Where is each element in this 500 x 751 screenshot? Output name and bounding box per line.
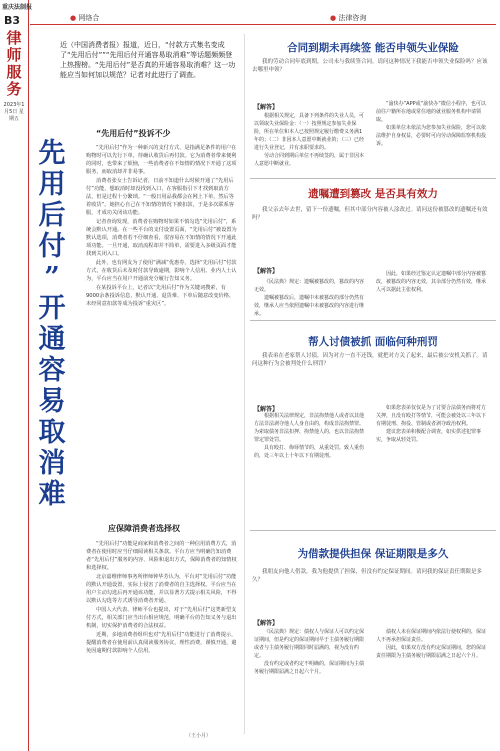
left-section2-body	[86, 540, 238, 656]
q2-label: 【解答】	[254, 268, 279, 275]
paragraph: 劳动合同到期后单位不再续签的，属于非因本人意愿中断就业。	[254, 153, 365, 167]
q4-lead: 我朋友向他人借款，我为他提供了担保，但没有约定保证期间。请问我的保证责任期限是多久？	[252, 569, 483, 583]
paragraph: 根据相关法律规定，非法拘禁他人或者以其他方法非法剥夺他人人身自由的，构成非法拘禁罪。为索取债务非法扣押、拘禁他人的，也以非法拘禁罪定罪处罚。	[254, 413, 365, 443]
paragraph: 如果单位未依法为您参加失业保险，您可以依法维护自身权益，必要时可向劳动保障监察机构投诉。	[376, 125, 487, 147]
headline-char: 容	[38, 355, 66, 386]
q1-answer-col1	[254, 112, 366, 168]
q2-lead: 我父亲去年去世，留下一份遗嘱，但其中部分内容被人涂改过。请问这份被篡改的遗嘱还有效吗？	[252, 207, 488, 221]
q3-label: 【解答】	[254, 406, 279, 413]
q3-answer-col1	[254, 412, 366, 460]
headline-vertical	[36, 138, 68, 510]
headline-char: 用	[38, 169, 66, 200]
headline-char: 付	[38, 231, 66, 262]
paragraph: 根据相关规定，具备下列条件的失业人员，可以领取失业保险金：（一）按照规定参加失业保险，所在单位和本人已按照规定履行缴费义务满1年的；（二）非因本人意愿中断就业的；（三）已经进行失业登记，并有求职要求的。	[254, 113, 365, 151]
headline-char: 取	[38, 417, 66, 448]
paragraph: “渝快办”APP或“渝快办”微信小程序，也可以前往户籍所在地或常住地的就业服务机构申请领取。	[376, 101, 486, 123]
paragraph: 此外，也有网友为了使用“满减”优惠券，选择“先用后付”付款方式，在收货后未及时付款导致逾期，影响个人信用。业内人士认为，平台应当在用户开通前充分履行告知义务。	[86, 260, 237, 282]
page-number: B3	[4, 14, 21, 27]
paragraph: 《民法典》规定：债权人与保证人可以约定保证期间，但是约定的保证期间早于主债务履行期限或者与主债务履行期限同时届满的，视为没有约定。	[254, 629, 365, 659]
headline-char: 通	[38, 324, 66, 355]
left-section2-title: 应保障消费者选择权	[108, 524, 180, 533]
headline-char: 后	[38, 200, 66, 231]
headline-char: 消	[38, 448, 66, 479]
q4-title: 为借款提供担保 保证期限是多久	[297, 548, 449, 560]
q1-label: 【解答】	[254, 104, 279, 111]
paragraph: 北京嘉维律师事务所律师钟华芳认为，平台对“先用后付”功能的默认开通设置，实际上侵害了消费者的自主选择权。平台应当在用户主动勾选后再开通该功能，并以显著方式提示相关风险，不得以默认勾选等方式诱导消费者开通。	[86, 574, 237, 604]
paragraph: 消费者张女士告诉记者，日前不知道什么时候开通了“先用后付”功能，想取消时却没找到入口，在客服指引下才找到取消方法，但是过程十分繁琐。“一般日用品我都会在网上下单，然后等着收货”。她担心自己在不知情的情况下被扣款，于是多次联系客服，才成功关闭该功能。	[86, 178, 234, 216]
paragraph: 遗嘱被篡改后，遗嘱中未被篡改的部分仍然有效，继承人应当依照遗嘱中未被篡改的内容进行继承。	[254, 295, 365, 317]
author-signature: （王小月）	[186, 733, 212, 739]
top-rule	[30, 24, 496, 25]
q2-answer-col1	[254, 278, 366, 318]
q4-answer-col2	[376, 628, 490, 660]
q2-answer-col2	[376, 270, 490, 294]
paragraph: 《民法典》规定：遗嘱被篡改的，篡改的内容无效。	[254, 279, 365, 293]
paragraph: “先用后付”功能是商家和消费者之间的一种信用消费方式，消费者在使用时应当仔细阅读相关条款。平台方应当明确告知消费者“先用后付”服务的内容、风险和退出方式，保障消费者的知情权和选择权。	[86, 541, 237, 571]
q4-answer-col1	[254, 628, 366, 676]
publication-date: 2023年1月5日 星期五	[3, 102, 25, 122]
column-divider	[244, 34, 245, 734]
q1-title: 合同到期未再续签 能否申领失业保险	[287, 42, 459, 54]
paragraph: “先用后付”作为一种新兴的支付方式，是指满足条件的用户在购物时可以先行下单，待确认收货后再付款。它为消费者带来便利的同时，也带来了烦恼，一些消费者在不知情的情况下开通了这项服务，而取消却并非易事。	[86, 145, 237, 175]
q1-lead: 我的劳动合同年底到期，公司未与我续签合同。请问这种情况下我能否申领失业保险吗？应该去哪里申领？	[252, 59, 488, 73]
headline-char: 难	[38, 479, 66, 510]
paragraph: 中国人大代表、律师平台也提出，对于“先用后付”这类新型支付方式，相关部门应当出台相应规范，明确平台的告知义务与退出机制，切实保护消费者的合法权益。	[86, 607, 237, 629]
q3-answer-col2	[376, 404, 490, 444]
headline-char: 易	[38, 386, 66, 417]
section-label-right: ● 法律咨询	[330, 14, 367, 22]
q2-title: 遗嘱遭到篡改 是否具有效力	[308, 188, 438, 200]
left-section1-body	[86, 144, 238, 309]
article-intro: 近（中国消费者报）报道，近日，“付款方式集名变成了“先用后付””“先用后付开通容易取消难”等话题频频登上热搜榜。“先用后付”是否真的开通容易取消难？这一功能应当如何加以规范？记者对此进行了调查。	[60, 41, 236, 79]
headline-char: ”	[44, 262, 60, 293]
paragraph: 因此，如果双方没有约定保证期间，您的保证责任期限为主债务履行期限届满之日起六个月。	[376, 645, 487, 659]
paragraph: 近期，多地消费者组织也对“先用后付”功能进行了消费提示，提醒消费者在使用前认真阅读服务协议，理性消费，谨慎开通，避免因逾期付款影响个人信用。	[86, 632, 237, 654]
divider-line	[250, 320, 496, 321]
left-section1-title: “先用后付”投诉不少	[96, 129, 171, 138]
q4-label: 【解答】	[254, 620, 279, 627]
q3-lead: 我表弟在老家帮人讨债，因为对方一直不还钱，就把对方关了起来，最后被公安机关抓了。请问这种行为会被判处什么刑罚？	[252, 353, 488, 367]
divider-line	[250, 178, 496, 179]
paragraph: 因此，如果经过鉴定认定遗嘱中部分内容被篡改，被篡改的内容无效，其余部分仍然有效，继承人可以据此主张权利。	[376, 271, 487, 293]
paper-name: 重庆法制报	[2, 4, 33, 11]
paragraph: 具有殴打、侮辱情节的，从重处罚。致人重伤的，处三年以上十年以下有期徒刑。	[254, 445, 365, 459]
paragraph: 如果您表弟仅仅是为了讨要合法债务而将对方关押，且没有殴打等情节，可能会被处以三年以下有期徒刑、拘役、管制或者剥夺政治权利。	[376, 405, 487, 427]
paragraph: 建议您表弟积极配合调查，如实供述犯罪事实，争取从轻处罚。	[376, 429, 482, 443]
headline-char: 开	[38, 293, 66, 324]
section-label-left: ● 网络合	[70, 14, 100, 22]
paragraph: 债权人未在保证期间内依法行使权利的，保证人不再承担保证责任。	[376, 629, 487, 643]
paragraph: 在某投诉平台上，记者以“先用后付”作为关键词搜索，有9000余条投诉信息，默认开通、退货难、下单后随意改变价格、未经同意扣款等成为投诉“重灾区”。	[86, 285, 235, 307]
column-name: 律师服务	[6, 29, 22, 98]
q3-title: 帮人讨债被抓 面临何种刑罚	[308, 336, 438, 348]
paragraph: 记者查询发现，消费者在购物时如果不慎勾选“先用后付”，系统会默认开通。在一些平台的支付设置页面，“先用后付”被设置为默认选项，消费者若不仔细查看，很容易在不知情的情况下开通此项功能。一旦开通，取消流程却并不简单，需要进入多级页面才能找到关闭入口。	[86, 219, 237, 257]
headline-char: 先	[38, 138, 66, 169]
q1-answer-col2	[376, 100, 490, 148]
divider-line	[250, 530, 496, 531]
paragraph: 没有约定或者约定不明确的，保证期间为主债务履行期限届满之日起六个月。	[254, 661, 365, 675]
